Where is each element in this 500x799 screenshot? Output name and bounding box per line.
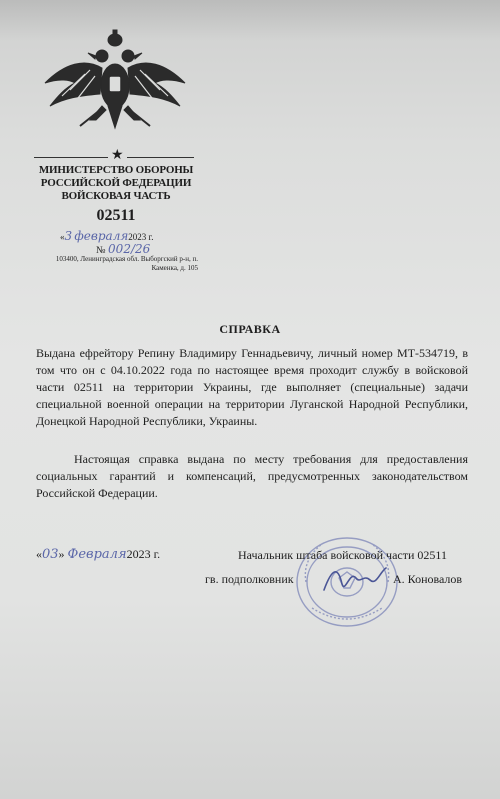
issue-date-day-handwritten: 3 [64, 229, 73, 243]
signature-date-month-handwritten: Февраля [67, 547, 127, 562]
signatory-name: А. Коновалов [393, 572, 463, 586]
organization-name [38, 164, 194, 203]
paragraph-purpose: Настоящая справка выдана по месту требования для предоставления социальных гарантий и компенсаций, предусмотренных законодательством Российской Федерации. [36, 452, 468, 500]
signature-date-close-quote: » [58, 547, 65, 561]
signatory-rank: гв. подполковник [205, 572, 294, 586]
paragraph-main: Выдана ефрейтору Репину Владимиру Геннадьевичу, личный номер МТ-534719, в том что он с 04.10.2022 года по настоящее время проходит службу в войсковой части 02511 на территории Украины, где выполняет (специальные) задачи специальной военной операции на территории Луганской Народной Республики, Донецкой Народной Республики, Украины. [36, 346, 468, 428]
issue-number-prefix: № [96, 245, 106, 256]
issue-date-year: 2023 г. [128, 232, 154, 242]
document-title: СПРАВКА [219, 322, 281, 336]
star-icon: ★ [108, 148, 127, 162]
issue-date-month-handwritten: февраля [74, 229, 129, 243]
handwritten-signature-icon [320, 560, 390, 600]
double-headed-eagle-emblem-icon [40, 28, 190, 148]
issue-number-handwritten: 002/26 [108, 242, 151, 256]
org-line-2: РОССИЙСКОЙ ФЕДЕРАЦИИ [40, 177, 192, 189]
org-line-3: ВОЙСКОВАЯ ЧАСТЬ [61, 190, 171, 202]
issue-number [96, 242, 150, 256]
issue-date [60, 229, 153, 243]
signature-date-day-handwritten: 03 [42, 547, 59, 562]
unit-number: 02511 [96, 207, 136, 224]
signature-date-year: 2023 г. [126, 547, 161, 561]
unit-address: 103400, Ленинградская обл. Выборгский р-н, п. Каменка, д. 105 [55, 255, 198, 272]
signatory-position: Начальник штаба войсковой части 02511 [238, 548, 447, 562]
signature-date [36, 547, 160, 562]
signature-date-open-quote: « [36, 547, 42, 561]
issue-date-open-quote: « [60, 232, 65, 242]
org-line-1: МИНИСТЕРСТВО ОБОРОНЫ [38, 164, 194, 176]
